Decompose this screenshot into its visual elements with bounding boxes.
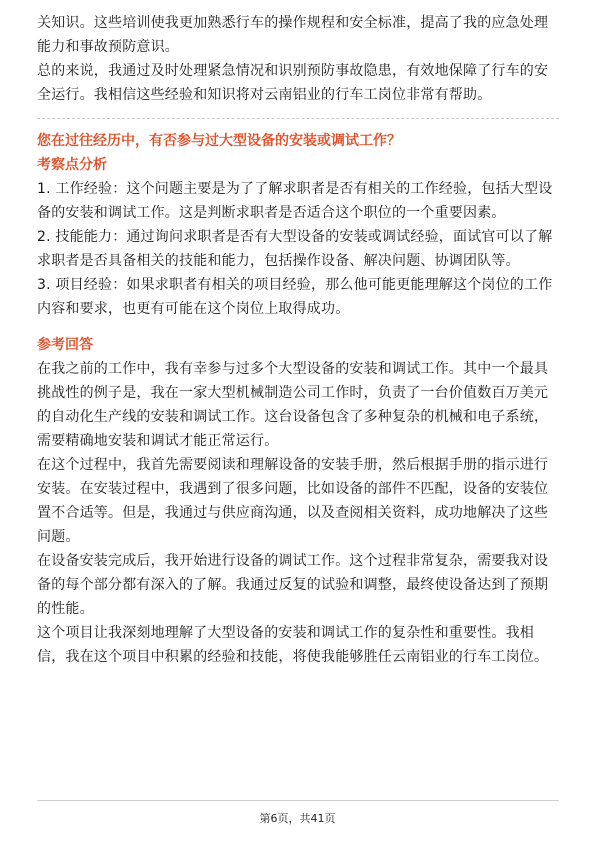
intro-paragraph-1: 关知识。这些培训使我更加熟悉行车的操作规程和安全标准，提高了我的应急处理能力和事故预防意识。: [37, 15, 549, 55]
answer-heading: 参考回答: [37, 337, 93, 353]
answer-paragraph-4: 这个项目让我深刻地理解了大型设备的安装和调试工作的复杂性和重要性。我相信，我在这个项目中积累的经验和技能，将使我能够胜任云南铝业的行车工岗位。: [37, 625, 549, 665]
analysis-item-3: 3. 项目经验：如果求职者有相关的项目经验，那么他可能更能理解这个岗位的工作内容和要求，也更有可能在这个岗位上取得成功。: [37, 277, 553, 317]
page-content: [37, 11, 559, 669]
footer-divider: [37, 800, 559, 801]
analysis-heading: 考察点分析: [37, 157, 107, 173]
question-heading: 您在过往经历中，有否参与过大型设备的安装或调试工作？: [37, 133, 401, 149]
answer-paragraph-1: 在我之前的工作中，我有幸参与过多个大型设备的安装和调试工作。其中一个最具挑战性的例子是，我在一家大型机械制造公司工作时，负责了一台价值数百万美元的自动化生产线的安装和调试工作。这台设备包含了多种复杂的机械和电子系统，需要精确地安装和调试才能正常运行。: [37, 361, 549, 449]
answer-paragraph-3: 在设备安装完成后，我开始进行设备的调试工作。这个过程非常复杂，需要我对设备的每个部分都有深入的了解。我通过反复的试验和调整，最终使设备达到了预期的性能。: [37, 553, 549, 617]
analysis-item-2: 2. 技能能力：通过询问求职者是否有大型设备的安装或调试经验，面试官可以了解求职者是否具备相关的技能和能力，包括操作设备、解决问题、协调团队等。: [37, 229, 553, 269]
section-gap: [37, 321, 559, 333]
answer-paragraph-2: 在这个过程中，我首先需要阅读和理解设备的安装手册，然后根据手册的指示进行安装。在安装过程中，我遇到了很多问题，比如设备的部件不匹配，设备的安装位置不合适等。但是，我通过与供应商沟通，以及查阅相关资料，成功地解决了这些问题。: [37, 457, 549, 545]
page-number: 第6页，共41页: [259, 812, 336, 825]
analysis-item-1: 1. 工作经验：这个问题主要是为了了解求职者是否有相关的工作经验，包括大型设备的安装和调试工作。这是判断求职者是否适合这个职位的一个重要因素。: [37, 181, 553, 221]
intro-paragraph-2: 总的来说，我通过及时处理紧急情况和识别预防事故隐患，有效地保障了行车的安全运行。我相信这些经验和知识将对云南铝业的行车工岗位非常有帮助。: [37, 63, 549, 103]
section-divider: [37, 118, 559, 119]
